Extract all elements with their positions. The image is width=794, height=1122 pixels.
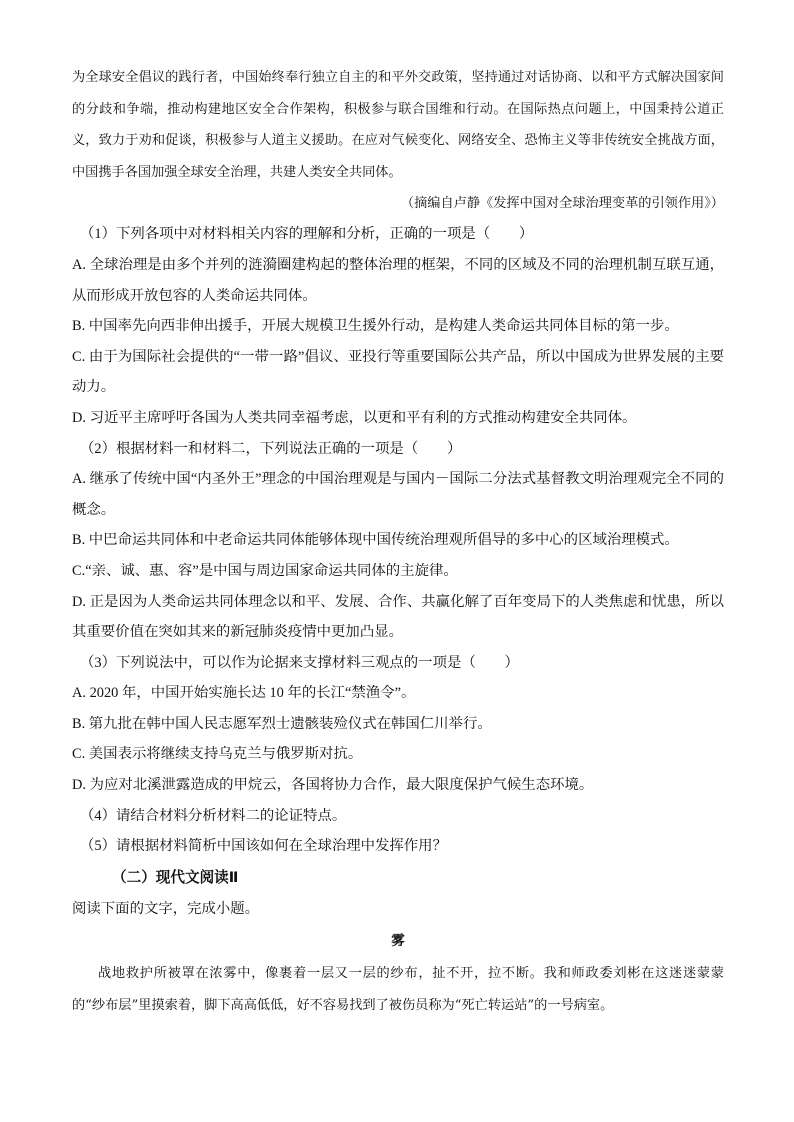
question-1-stem: （1）下列各项中对材料相关内容的理解和分析，正确的一项是（ ） bbox=[80, 226, 534, 243]
source-citation: （摘编自卢静《发挥中国对全球治理变革的引领作用》） bbox=[400, 196, 724, 212]
question-1-option-b: B. 中国率先向西非伸出援手，开展大规模卫生援外行动，是构建人类命运共同体目标的第一步。 bbox=[72, 318, 679, 335]
question-1-option-c: C. 由于为国际社会提供的“一带一路”倡议、亚投行等重要国际公共产品，所以中国成为世界发展的主要动力。 bbox=[72, 348, 724, 396]
question-2-option-c: C.“亲、诚、惠、容”是中国与周边国家命运共同体的主旋律。 bbox=[72, 562, 458, 579]
question-1 bbox=[72, 219, 724, 433]
question-2-stem: （2）根据材料一和材料二，下列说法正确的一项是（ ） bbox=[80, 440, 462, 457]
story-title: 雾 bbox=[391, 933, 405, 950]
question-3 bbox=[72, 648, 724, 801]
question-2 bbox=[72, 434, 724, 648]
question-2-option-d: D. 正是因为人类命运共同体理念以和平、发展、合作、共赢化解了百年变局下的人类焦虑和忧患，所以其重要价值在突如其来的新冠肺炎疫情中更加凸显。 bbox=[72, 593, 724, 641]
question-2-option-b: B. 中巴命运共同体和中老命运共同体能够体现中国传统治理观所倡导的多中心的区域治理模式。 bbox=[72, 532, 679, 549]
document-page bbox=[72, 62, 724, 1022]
question-1-option-a: A. 全球治理是由多个并列的涟漪圈建构起的整体治理的框架，不同的区域及不同的治理机制互联互通，从而形成开放包容的人类命运共同体。 bbox=[72, 256, 724, 304]
question-3-option-c: C. 美国表示将继续支持乌克兰与俄罗斯对抗。 bbox=[72, 746, 363, 763]
reading-instruction: 阅读下面的文字，完成小题。 bbox=[72, 900, 260, 917]
question-3-option-a: A. 2020 年，中国开始实施长达 10 年的长江“禁渔令”。 bbox=[72, 685, 416, 702]
question-1-option-d: D. 习近平主席呼吁各国为人类共同幸福考虑，以更和平有利的方式推动构建安全共同体。 bbox=[72, 409, 637, 426]
section-heading: （二）现代文阅读Ⅱ bbox=[112, 868, 239, 886]
question-3-stem: （3）下列说法中，可以作为论据来支撑材料三观点的一项是（ ） bbox=[80, 654, 519, 671]
question-4-stem: （4）请结合材料分析材料二的论证特点。 bbox=[80, 807, 347, 824]
question-3-option-b: B. 第九批在韩中国人民志愿军烈士遗骸装殓仪式在韩国仁川举行。 bbox=[72, 715, 492, 732]
question-5-stem: （5）请根据材料简析中国该如何在全球治理中发挥作用？ bbox=[80, 838, 447, 855]
passage-paragraph: 为全球安全倡议的践行者，中国始终奉行独立自主的和平外交政策，坚持通过对话协商、以和平方式解决国家间的分歧和争端，推动构建地区安全合作架构，积极参与联合国维和行动。在国际热点问题上，中国秉持公道正义，致力于劝和促谈，积极参与人道主义援助。在应对气候变化、网络安全、恐怖主义等非传统安全挑战方面，中国携手各国加强全球安全治理，共建人类安全共同体。 bbox=[72, 70, 724, 180]
question-3-option-d: D. 为应对北溪泄露造成的甲烷云，各国将协力合作，最大限度保护气候生态环境。 bbox=[72, 777, 594, 794]
question-2-option-a: A. 继承了传统中国“内圣外王”理念的中国治理观是与国内－国际二分法式基督教文明治理观完全不同的概念。 bbox=[72, 471, 724, 518]
story-paragraph: 战地救护所被罩在浓雾中，像裹着一层又一层的纱布，扯不开，拉不断。我和师政委刘彬在这迷迷蒙蒙的“纱布层”里摸索着，脚下高高低低，好不容易找到了被伤员称为“死亡转运站”的一号病室。 bbox=[72, 966, 724, 1014]
